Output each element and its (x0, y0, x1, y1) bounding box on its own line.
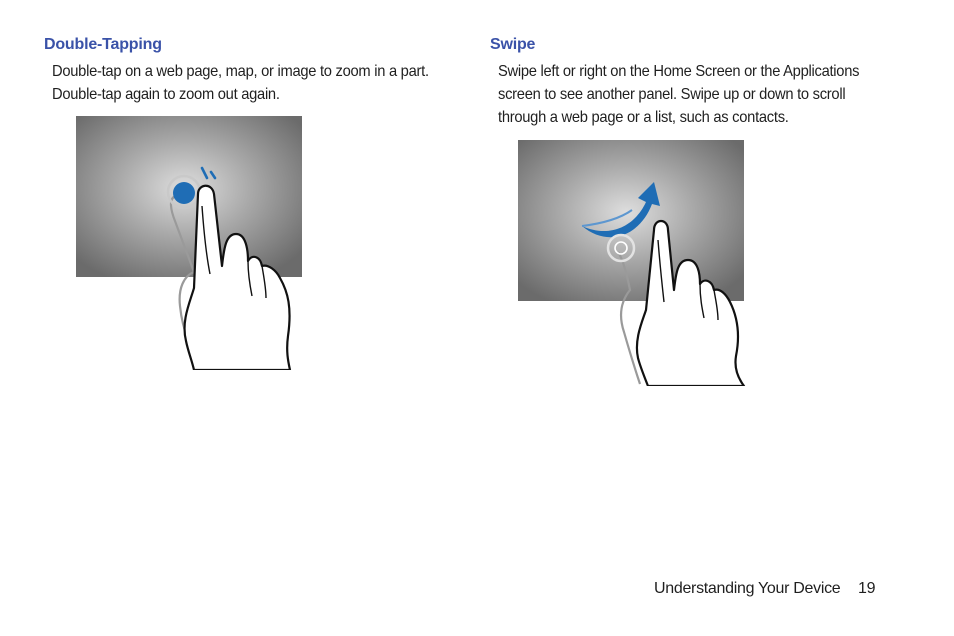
double-tapping-heading: Double-Tapping (44, 36, 162, 53)
double-tap-illustration (76, 116, 304, 370)
swipe-line-3: through a web page or a list, such as contacts. (498, 109, 789, 126)
double-tapping-description (52, 60, 429, 106)
footer-section-title: Understanding Your Device (654, 580, 841, 597)
device-screen (518, 140, 744, 301)
swipe-illustration (518, 140, 746, 386)
double-tapping-line-2: Double-tap again to zoom out again. (52, 86, 280, 103)
tap-point-icon (173, 182, 195, 204)
swipe-line-1: Swipe left or right on the Home Screen or the Applications (498, 63, 860, 80)
double-tapping-line-1: Double-tap on a web page, map, or image to zoom in a part. (52, 63, 429, 80)
swipe-line-2: screen to see another panel. Swipe up or down to scroll (498, 86, 846, 103)
swipe-description (498, 60, 859, 129)
swipe-heading: Swipe (490, 36, 536, 53)
page-number: 19 (858, 580, 876, 597)
